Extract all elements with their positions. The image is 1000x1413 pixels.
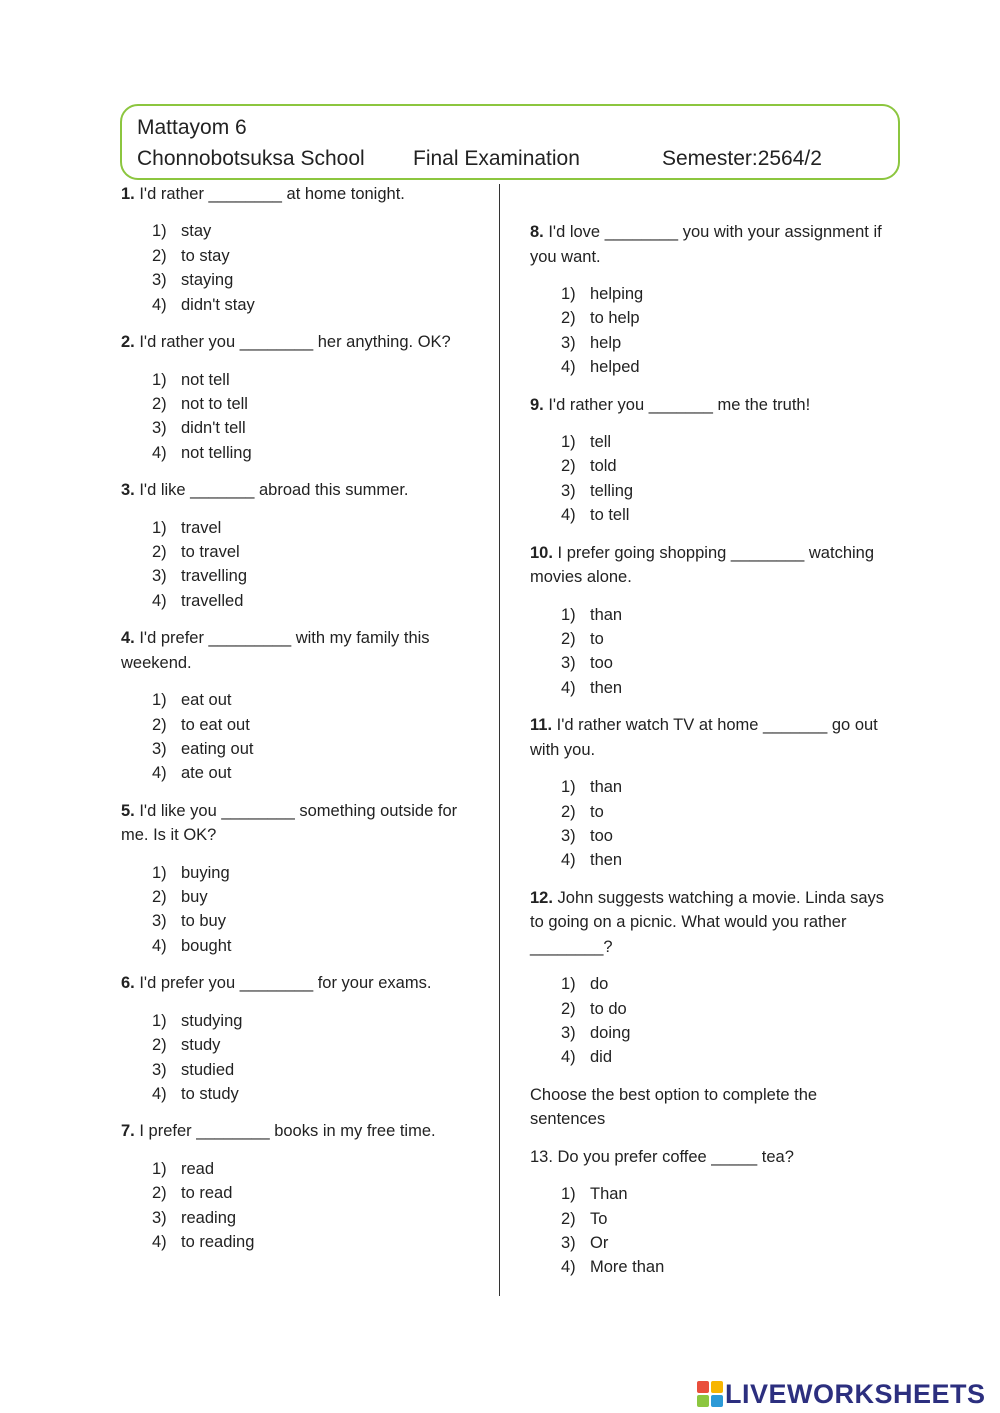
- option-label: ate out: [181, 764, 232, 783]
- option-number: 1): [561, 778, 576, 797]
- option-label: To: [590, 1209, 608, 1228]
- option-number: 3): [561, 1023, 576, 1042]
- options-list: [121, 516, 476, 614]
- option-item[interactable]: [561, 1207, 885, 1231]
- option-item[interactable]: [561, 454, 885, 478]
- option-label: not to tell: [181, 394, 248, 413]
- question-text: [121, 626, 476, 675]
- option-label: buy: [181, 888, 208, 907]
- option-item[interactable]: [561, 1231, 885, 1255]
- option-item[interactable]: [561, 651, 885, 675]
- option-item[interactable]: [152, 1033, 476, 1057]
- option-label: stay: [181, 222, 212, 241]
- question-body: I prefer going shopping ________ watching movies alone.: [530, 543, 875, 587]
- option-number: 1): [152, 863, 167, 882]
- option-item[interactable]: [152, 761, 476, 785]
- option-number: 2): [561, 457, 576, 476]
- question-text: [121, 799, 476, 848]
- option-number: 2): [152, 888, 167, 907]
- option-item[interactable]: [152, 861, 476, 885]
- options-list: [121, 1009, 476, 1107]
- option-item[interactable]: [561, 1021, 885, 1045]
- grade-label: Mattayom 6: [137, 116, 247, 139]
- option-label: to travel: [181, 542, 240, 561]
- question-body: I'd like _______ abroad this summer.: [134, 481, 409, 500]
- option-number: 4): [561, 678, 576, 697]
- option-label: studying: [181, 1011, 243, 1030]
- option-label: eating out: [181, 739, 254, 758]
- option-label: doing: [590, 1023, 631, 1042]
- column-divider: [499, 184, 500, 1296]
- option-number: 1): [152, 1159, 167, 1178]
- option-item[interactable]: [152, 441, 476, 465]
- option-number: 2): [152, 394, 167, 413]
- option-item[interactable]: [152, 589, 476, 613]
- option-item[interactable]: [152, 564, 476, 588]
- question-text: [121, 1119, 476, 1144]
- option-label: bought: [181, 936, 232, 955]
- options-list: [530, 282, 885, 380]
- option-number: 4): [561, 851, 576, 870]
- question-body: I'd like you ________ something outside for me. Is it OK?: [121, 801, 458, 845]
- option-label: then: [590, 678, 623, 697]
- option-label: travel: [181, 518, 222, 537]
- option-item[interactable]: [561, 972, 885, 996]
- option-label: to: [590, 629, 604, 648]
- option-label: told: [590, 457, 617, 476]
- option-number: 4): [561, 358, 576, 377]
- option-number: 1): [152, 222, 167, 241]
- option-number: 3): [152, 739, 167, 758]
- question-text: [121, 478, 476, 503]
- option-number: 4): [152, 443, 167, 462]
- option-item[interactable]: [152, 1058, 476, 1082]
- option-label: staying: [181, 271, 234, 290]
- options-list: [530, 775, 885, 873]
- option-number: 3): [152, 271, 167, 290]
- option-number: 3): [561, 654, 576, 673]
- option-item[interactable]: [152, 540, 476, 564]
- question-number: 9.: [530, 395, 544, 414]
- option-label: to: [590, 802, 604, 821]
- option-label: than: [590, 605, 623, 624]
- option-item[interactable]: [152, 220, 476, 244]
- option-label: studied: [181, 1060, 235, 1079]
- logo-text: LIVEWORKSHEETS: [725, 1378, 986, 1409]
- option-label: read: [181, 1159, 215, 1178]
- option-item[interactable]: [152, 688, 476, 712]
- option-item[interactable]: [561, 1045, 885, 1069]
- option-label: study: [181, 1036, 221, 1055]
- option-item[interactable]: [561, 430, 885, 454]
- options-list: [121, 1157, 476, 1255]
- option-item[interactable]: [152, 244, 476, 268]
- option-label: not telling: [181, 443, 252, 462]
- option-label: than: [590, 778, 623, 797]
- question-text: [121, 330, 476, 355]
- option-number: 1): [561, 284, 576, 303]
- option-number: 1): [561, 975, 576, 994]
- option-item[interactable]: [152, 1082, 476, 1106]
- option-label: helping: [590, 284, 644, 303]
- option-number: 1): [152, 1011, 167, 1030]
- option-label: didn't tell: [181, 419, 246, 438]
- option-item[interactable]: [561, 603, 885, 627]
- option-label: to reading: [181, 1233, 255, 1251]
- option-number: 3): [152, 419, 167, 438]
- option-item[interactable]: [561, 848, 885, 872]
- option-label: didn't stay: [181, 295, 255, 314]
- options-list: [121, 220, 476, 318]
- options-list: [121, 861, 476, 959]
- options-list: [530, 603, 885, 701]
- option-number: 3): [152, 567, 167, 586]
- question-number: 3.: [121, 481, 135, 500]
- option-label: to tell: [590, 506, 630, 525]
- question-text: [530, 713, 885, 762]
- options-list: [530, 1182, 885, 1280]
- option-label: helped: [590, 358, 640, 377]
- option-number: 2): [561, 309, 576, 328]
- option-number: 3): [561, 1234, 576, 1253]
- question-number: 4.: [121, 629, 135, 648]
- question-number: 7.: [121, 1122, 135, 1141]
- option-item[interactable]: [561, 479, 885, 503]
- option-number: 3): [152, 1208, 167, 1227]
- question-body: I'd prefer you ________ for your exams.: [134, 974, 432, 993]
- options-list: [121, 688, 476, 786]
- option-label: tell: [590, 433, 612, 452]
- semester-label: Semester:2564/2: [662, 147, 822, 170]
- option-item[interactable]: [152, 416, 476, 440]
- option-item[interactable]: [561, 355, 885, 379]
- option-number: 2): [152, 715, 167, 734]
- option-label: reading: [181, 1208, 237, 1227]
- option-item[interactable]: [152, 293, 476, 317]
- question-text: [121, 971, 476, 996]
- left-column: [121, 182, 476, 1267]
- question-number: 1.: [121, 185, 135, 203]
- option-item[interactable]: [152, 1206, 476, 1230]
- option-number: 2): [152, 1184, 167, 1203]
- question-body: I'd prefer _________ with my family this weekend.: [121, 629, 430, 672]
- option-label: to study: [181, 1084, 239, 1103]
- question-text: [121, 182, 476, 207]
- option-label: to buy: [181, 912, 226, 931]
- option-item[interactable]: [152, 713, 476, 737]
- option-number: 3): [561, 826, 576, 845]
- option-label: help: [590, 333, 622, 352]
- option-label: to do: [590, 999, 627, 1018]
- option-item[interactable]: [561, 800, 885, 824]
- option-number: 1): [152, 518, 167, 537]
- option-number: 1): [561, 605, 576, 624]
- option-item[interactable]: [152, 934, 476, 958]
- option-label: do: [590, 975, 609, 994]
- option-item[interactable]: [152, 1181, 476, 1205]
- option-label: not tell: [181, 370, 230, 389]
- option-number: 3): [561, 333, 576, 352]
- option-item[interactable]: [152, 1157, 476, 1181]
- option-item[interactable]: [561, 1255, 885, 1279]
- option-number: 2): [561, 999, 576, 1018]
- option-number: 2): [152, 246, 167, 265]
- option-number: 3): [152, 912, 167, 931]
- school-name: Chonnobotsuksa School: [137, 147, 365, 170]
- option-item[interactable]: [561, 331, 885, 355]
- question-number: 10.: [530, 543, 553, 562]
- question-number: 11.: [530, 716, 553, 735]
- option-item[interactable]: [152, 516, 476, 540]
- option-item[interactable]: [561, 676, 885, 700]
- option-number: 3): [561, 481, 576, 500]
- option-item[interactable]: [561, 824, 885, 848]
- option-label: buying: [181, 863, 230, 882]
- question-text: [530, 541, 885, 590]
- option-number: 1): [561, 1185, 576, 1204]
- option-item[interactable]: [561, 1182, 885, 1206]
- option-item[interactable]: [152, 885, 476, 909]
- option-label: to read: [181, 1184, 233, 1203]
- option-label: too: [590, 654, 613, 673]
- option-item[interactable]: [561, 775, 885, 799]
- options-list: [121, 368, 476, 466]
- option-item[interactable]: [152, 268, 476, 292]
- question-body: I'd love ________ you with your assignment if you want.: [530, 223, 882, 266]
- question-body: I prefer ________ books in my free time.: [134, 1122, 436, 1141]
- option-number: 4): [561, 506, 576, 525]
- option-label: travelling: [181, 567, 248, 586]
- option-number: 2): [561, 802, 576, 821]
- option-number: 1): [152, 370, 167, 389]
- option-item[interactable]: [152, 1230, 476, 1254]
- option-item[interactable]: [561, 997, 885, 1021]
- option-number: 2): [561, 629, 576, 648]
- question-number: 5.: [121, 801, 135, 820]
- option-label: to stay: [181, 246, 230, 265]
- option-item[interactable]: [152, 910, 476, 934]
- option-number: 4): [152, 591, 167, 610]
- question-body: I'd rather ________ at home tonight.: [134, 185, 405, 203]
- option-label: did: [590, 1048, 613, 1067]
- option-number: 2): [152, 542, 167, 561]
- option-item[interactable]: [561, 306, 885, 330]
- question-body: John suggests watching a movie. Linda says to going on a picnic. What would you rather ________?: [530, 888, 885, 956]
- right-column: [530, 220, 885, 1293]
- option-item[interactable]: [561, 503, 885, 527]
- option-item[interactable]: [152, 392, 476, 416]
- option-item[interactable]: [152, 1009, 476, 1033]
- option-number: 1): [561, 433, 576, 452]
- question-body: I'd rather you _______ me the truth!: [543, 395, 811, 414]
- question-number: 12.: [530, 888, 553, 907]
- option-number: 4): [152, 295, 167, 314]
- question-number: 8.: [530, 223, 544, 241]
- option-label: to help: [590, 309, 640, 328]
- question-text: 13. Do you prefer coffee _____ tea?: [530, 1147, 794, 1166]
- option-number: 4): [152, 1084, 167, 1103]
- option-item[interactable]: [561, 282, 885, 306]
- option-number: 4): [152, 1233, 167, 1251]
- question-body: I'd rather watch TV at home _______ go out with you.: [530, 716, 878, 759]
- option-label: to eat out: [181, 715, 250, 734]
- option-label: telling: [590, 481, 634, 500]
- option-number: 3): [152, 1060, 167, 1079]
- option-label: eat out: [181, 691, 232, 710]
- exam-title: Final Examination: [413, 147, 580, 170]
- question-text: [530, 886, 885, 960]
- option-item[interactable]: [561, 627, 885, 651]
- option-item[interactable]: [152, 368, 476, 392]
- option-label: then: [590, 851, 623, 870]
- option-item[interactable]: [152, 737, 476, 761]
- logo-icon: [697, 1381, 723, 1407]
- options-list: [530, 430, 885, 528]
- option-number: 2): [152, 1036, 167, 1055]
- liveworksheets-logo: [697, 1379, 986, 1409]
- option-label: Than: [590, 1185, 628, 1204]
- question-number: 2.: [121, 333, 135, 352]
- option-label: More than: [590, 1258, 665, 1277]
- question-number: 6.: [121, 974, 135, 993]
- option-label: too: [590, 826, 613, 845]
- instruction-text: Choose the best option to complete the sentences: [530, 1085, 818, 1129]
- question-text: [530, 393, 885, 418]
- options-list: [530, 972, 885, 1070]
- option-number: 4): [561, 1258, 576, 1277]
- option-number: 2): [561, 1209, 576, 1228]
- option-number: 1): [152, 691, 167, 710]
- question-text: [530, 220, 885, 269]
- option-label: travelled: [181, 591, 244, 610]
- option-label: Or: [590, 1234, 609, 1253]
- option-number: 4): [152, 764, 167, 783]
- option-number: 4): [152, 936, 167, 955]
- question-body: I'd rather you ________ her anything. OK?: [134, 333, 451, 352]
- option-number: 4): [561, 1048, 576, 1067]
